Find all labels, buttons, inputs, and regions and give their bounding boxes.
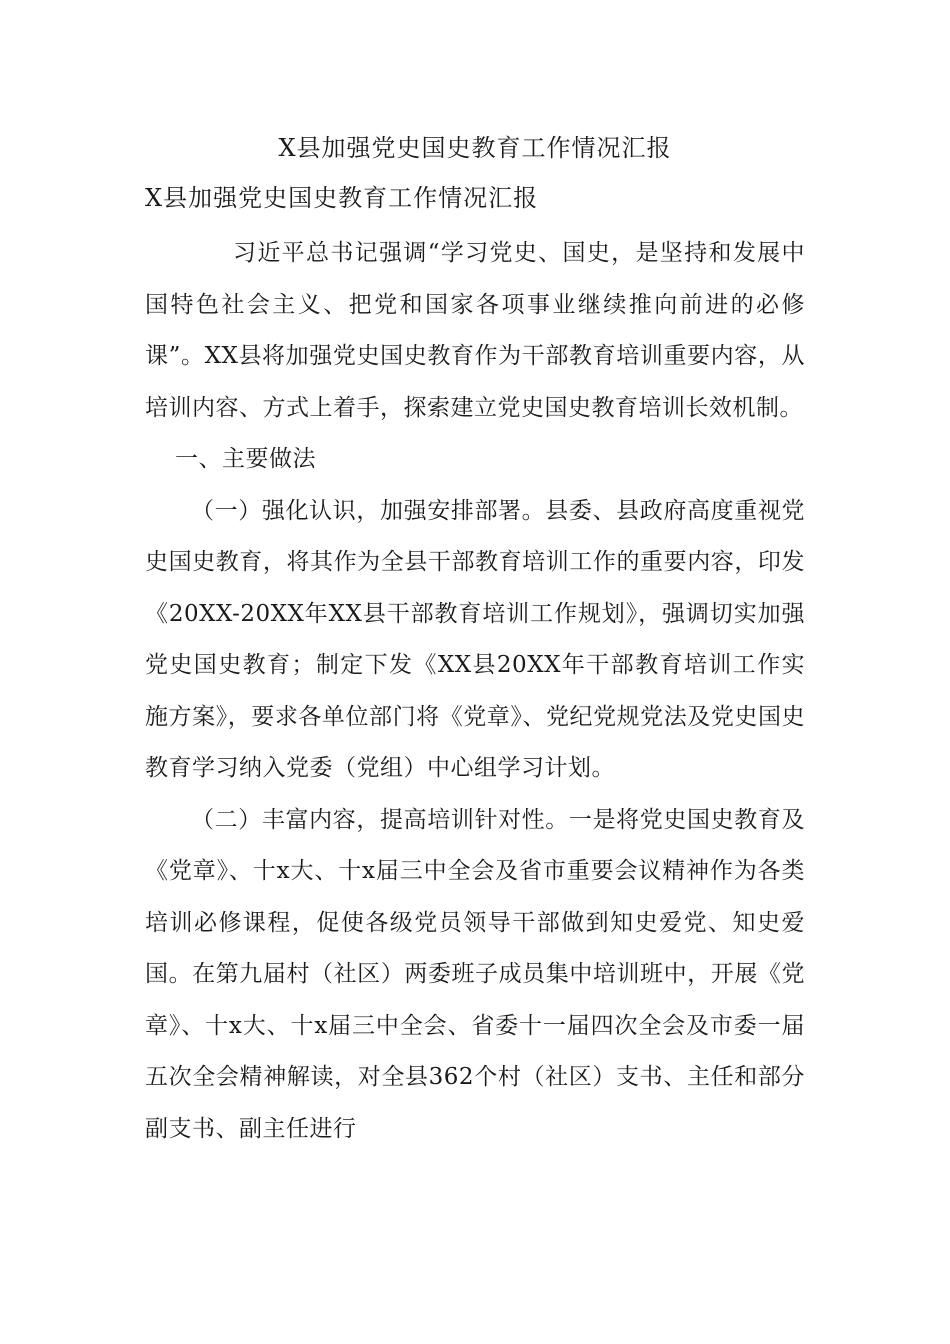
section-heading: 一、主要做法: [175, 446, 316, 472]
item-1-paragraph: （一）强化认识，加强安排部署。县委、县政府高度重视党史国史教育，将其作为全县干部教育培训工作的重要内容，印发《20XX-20XX年XX县干部教育培训工作规划》，强调切实加强党史国史教育；制定下发《XX县20XX年干部教育培训工作实施方案》，要求各单位部门将《党章》、党纪党规党法及党史国史教育学习纳入党委（党组）中心组学习计划。: [145, 497, 805, 781]
document-title: X县加强党史国史教育工作情况汇报: [278, 134, 672, 162]
intro-paragraph: 习近平总书记强调“学习党史、国史，是坚持和发展中国特色社会主义、把党和国家各项事业继续推向前进的必修课”。XX县将加强党史国史教育作为干部教育培训重要内容，从培训内容、方式上着手，探索建立党史国史教育培训长效机制。: [145, 240, 805, 421]
item-2-paragraph: （二）丰富内容，提高培训针对性。一是将党史国史教育及《党章》、十x大、十x届三中全会及省市重要会议精神作为各类培训必修课程，促使各级党员领导干部做到知史爱党、知史爱国。在第九届村（社区）两委班子成员集中培训班中，开展《党章》、十x大、十x届三中全会、省委十一届四次全会及市委一届五次全会精神解读，对全县362个村（社区）支书、主任和部分副支书、副主任进行: [145, 806, 805, 1142]
document-subtitle: X县加强党史国史教育工作情况汇报: [145, 184, 539, 212]
document-body: [145, 228, 805, 1155]
